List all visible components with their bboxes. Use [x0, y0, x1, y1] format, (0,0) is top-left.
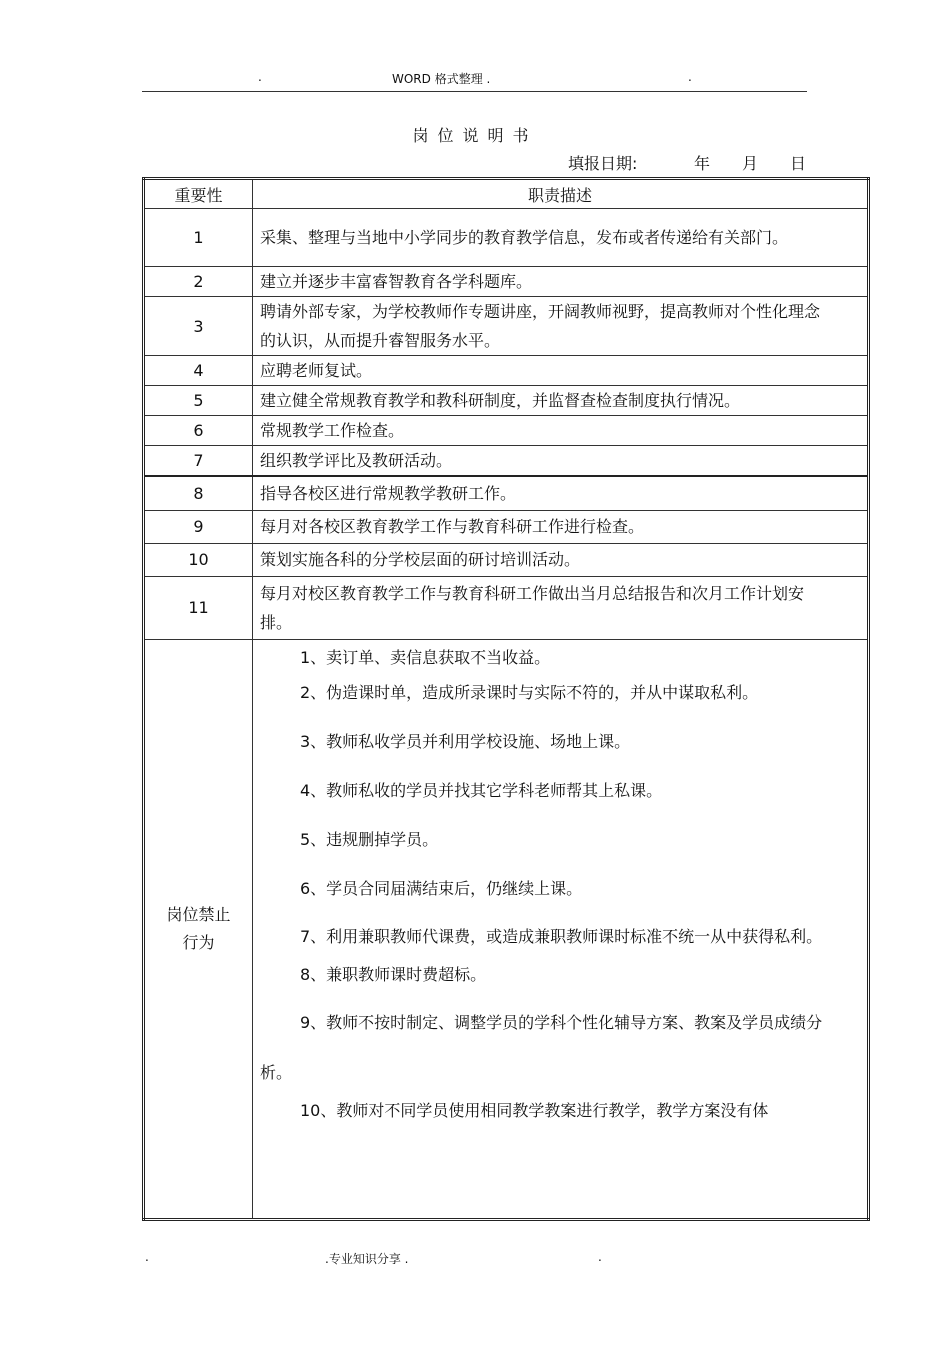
rank-cell: 5 — [144, 386, 253, 416]
prohibited-item: 3、教师私收学员并利用学校设施、场地上课。 — [300, 731, 631, 751]
rank-cell: 7 — [144, 446, 253, 477]
rank-cell: 4 — [144, 356, 253, 386]
prohibited-item: 9、教师不按时制定、调整学员的学科个性化辅导方案、教案及学员成绩分析。 — [260, 1012, 823, 1082]
duty-cell: 策划实施各科的分学校层面的研讨培训活动。 — [253, 543, 869, 576]
rank-cell: 10 — [144, 543, 253, 576]
prohibited-item: 10、教师对不同学员使用相同教学教案进行教学，教学方案没有体 — [300, 1100, 769, 1120]
table-row — [144, 510, 869, 543]
footer-dot-right: . — [598, 1250, 602, 1264]
rank-cell: 11 — [144, 576, 253, 639]
rank-cell: 6 — [144, 416, 253, 446]
table-header-row — [144, 179, 869, 209]
table-row — [144, 386, 869, 416]
table-row — [144, 446, 869, 477]
prohibited-item: 6、学员合同届满结束后，仍继续上课。 — [300, 878, 583, 898]
duty-cell: 每月对各校区教育教学工作与教育科研工作进行检查。 — [253, 510, 869, 543]
fill-date-month: 月 — [742, 154, 759, 173]
rank-cell: 1 — [144, 209, 253, 267]
fill-date-day: 日 — [790, 154, 807, 173]
prohibited-item: 4、教师私收的学员并找其它学科老师帮其上私课。 — [300, 780, 663, 800]
table-row — [144, 297, 869, 356]
duty-cell: 聘请外部专家，为学校教师作专题讲座，开阔教师视野，提高教师对个性化理念的认识，从而提升睿智服务水平。 — [253, 297, 869, 356]
duty-cell: 建立健全常规教育教学和教科研制度，并监督查检查制度执行情况。 — [253, 386, 869, 416]
header-dot-right: . — [688, 70, 692, 84]
rank-cell: 2 — [144, 267, 253, 297]
table-row — [144, 356, 869, 386]
duty-cell: 指导各校区进行常规教学教研工作。 — [253, 476, 869, 510]
prohibited-label — [144, 639, 253, 1219]
fill-date-year: 年 — [694, 154, 711, 173]
table-row — [144, 476, 869, 510]
prohibited-row — [144, 639, 869, 1219]
header-rule — [142, 91, 807, 92]
column-header-importance: 重要性 — [144, 179, 253, 209]
job-description-table — [142, 177, 870, 1221]
column-header-duty: 职责描述 — [253, 179, 869, 209]
table-row — [144, 209, 869, 267]
duty-cell: 建立并逐步丰富睿智教育各学科题库。 — [253, 267, 869, 297]
fill-date-label: 填报日期: — [568, 154, 638, 173]
table-row — [144, 576, 869, 639]
prohibited-item: 1、卖订单、卖信息获取不当收益。 — [300, 647, 551, 667]
duty-cell: 采集、整理与当地中小学同步的教育教学信息，发布或者传递给有关部门。 — [253, 209, 869, 267]
table-row — [144, 267, 869, 297]
duty-cell: 常规教学工作检查。 — [253, 416, 869, 446]
table-row — [144, 416, 869, 446]
rank-cell: 9 — [144, 510, 253, 543]
header-dot-left: . — [258, 70, 262, 84]
rank-cell: 8 — [144, 476, 253, 510]
prohibited-item: 7、利用兼职教师代课费，或造成兼职教师课时标准不统一从中获得私利。 — [300, 926, 823, 946]
table-row — [144, 543, 869, 576]
footer-dot-left: . — [145, 1250, 149, 1264]
prohibited-list — [253, 639, 869, 1219]
prohibited-item: 2、伪造课时单，造成所录课时与实际不符的，并从中谋取私利。 — [300, 682, 759, 702]
prohibited-item: 8、兼职教师课时费超标。 — [300, 964, 487, 984]
page-header — [0, 70, 950, 90]
duty-cell: 应聘老师复试。 — [253, 356, 869, 386]
prohibited-label-line1: 岗位禁止 — [166, 904, 231, 924]
prohibited-label-line2: 行为 — [182, 932, 215, 952]
page-footer — [0, 1250, 950, 1270]
prohibited-item: 5、违规删掉学员。 — [300, 829, 439, 849]
footer-text: .专业知识分享 . — [325, 1252, 409, 1266]
rank-cell: 3 — [144, 297, 253, 356]
header-text: WORD 格式整理 . — [392, 72, 491, 86]
document-title: 岗位说明书 — [412, 126, 538, 145]
duty-cell: 组织教学评比及教研活动。 — [253, 446, 869, 477]
duty-cell: 每月对校区教育教学工作与教育科研工作做出当月总结报告和次月工作计划安排。 — [253, 576, 869, 639]
